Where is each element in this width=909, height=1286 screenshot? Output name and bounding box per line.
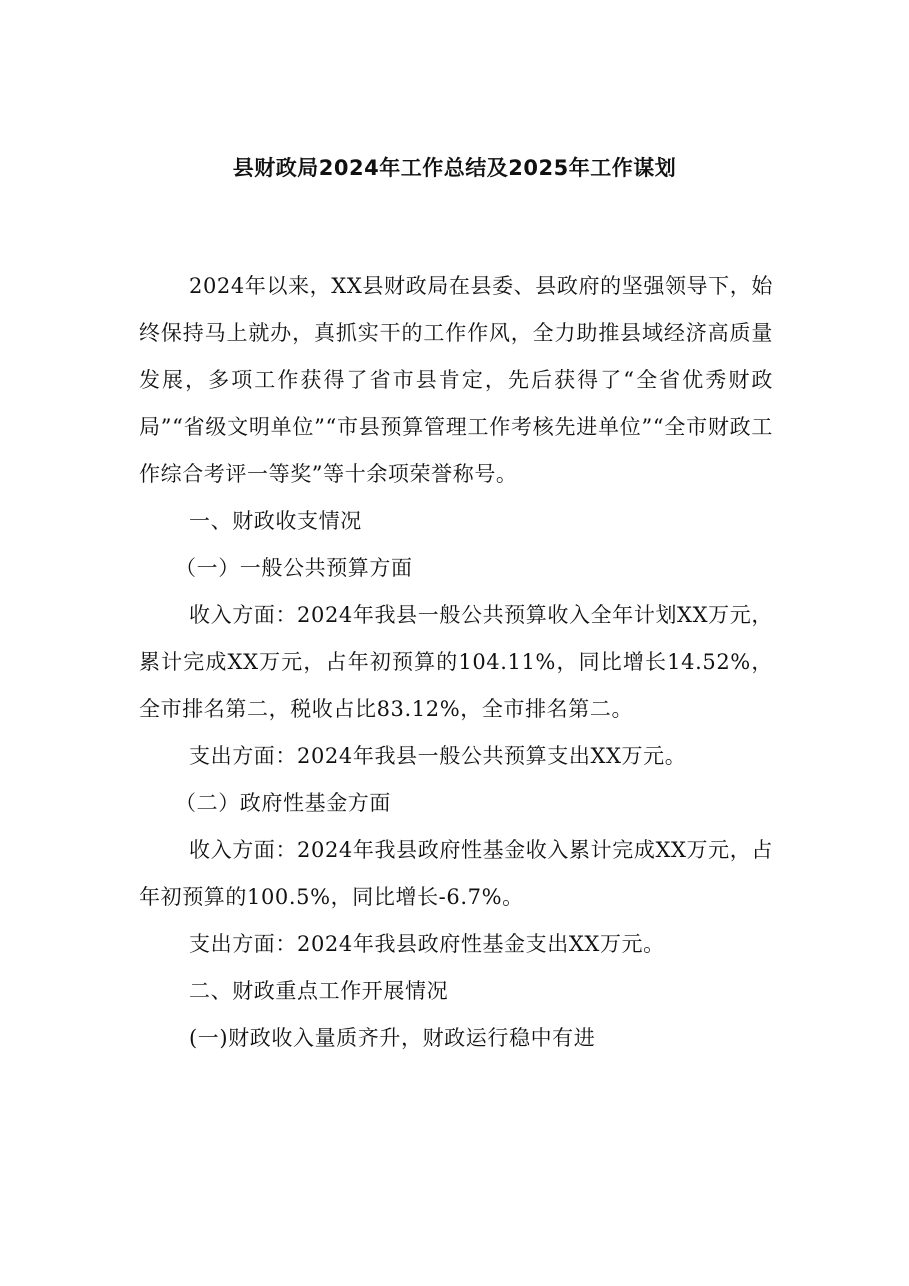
section-heading-1: 一、财政收支情况: [189, 509, 362, 533]
document-body: [139, 263, 773, 1062]
subsection-heading-1-2: （二）政府性基金方面: [175, 791, 391, 815]
paragraph-fund-expenditure: 支出方面：2024年我县政府性基金支出XX万元。: [189, 932, 665, 956]
paragraph-general-revenue: 收入方面：2024年我县一般公共预算收入全年计划XX万元，累计完成XX万元，占年初预算的104.11%，同比增长14.52%，全市排名第二，税收占比83.12%，全市排名第二。: [139, 603, 773, 721]
paragraph-general-expenditure: 支出方面：2024年我县一般公共预算支出XX万元。: [189, 744, 687, 768]
paragraph-intro: 2024年以来，XX县财政局在县委、县政府的坚强领导下，始终保持马上就办，真抓实干的工作作风，全力助推县域经济高质量发展，多项工作获得了省市县肯定，先后获得了“全省优秀财政局”“省级文明单位”“市县预算管理工作考核先进单位”“全市财政工作综合考评一等奖”等十余项荣誉称号。: [139, 274, 773, 486]
subsection-heading-1-1: （一）一般公共预算方面: [175, 556, 413, 580]
document-title: 县财政局2024年工作总结及2025年工作谋划: [232, 156, 677, 180]
subsection-heading-2-1: (一)财政收入量质齐升，财政运行稳中有进: [189, 1026, 596, 1050]
section-heading-2: 二、财政重点工作开展情况: [189, 979, 449, 1003]
paragraph-fund-revenue: 收入方面：2024年我县政府性基金收入累计完成XX万元，占年初预算的100.5%，同比增长-6.7%。: [139, 838, 773, 909]
